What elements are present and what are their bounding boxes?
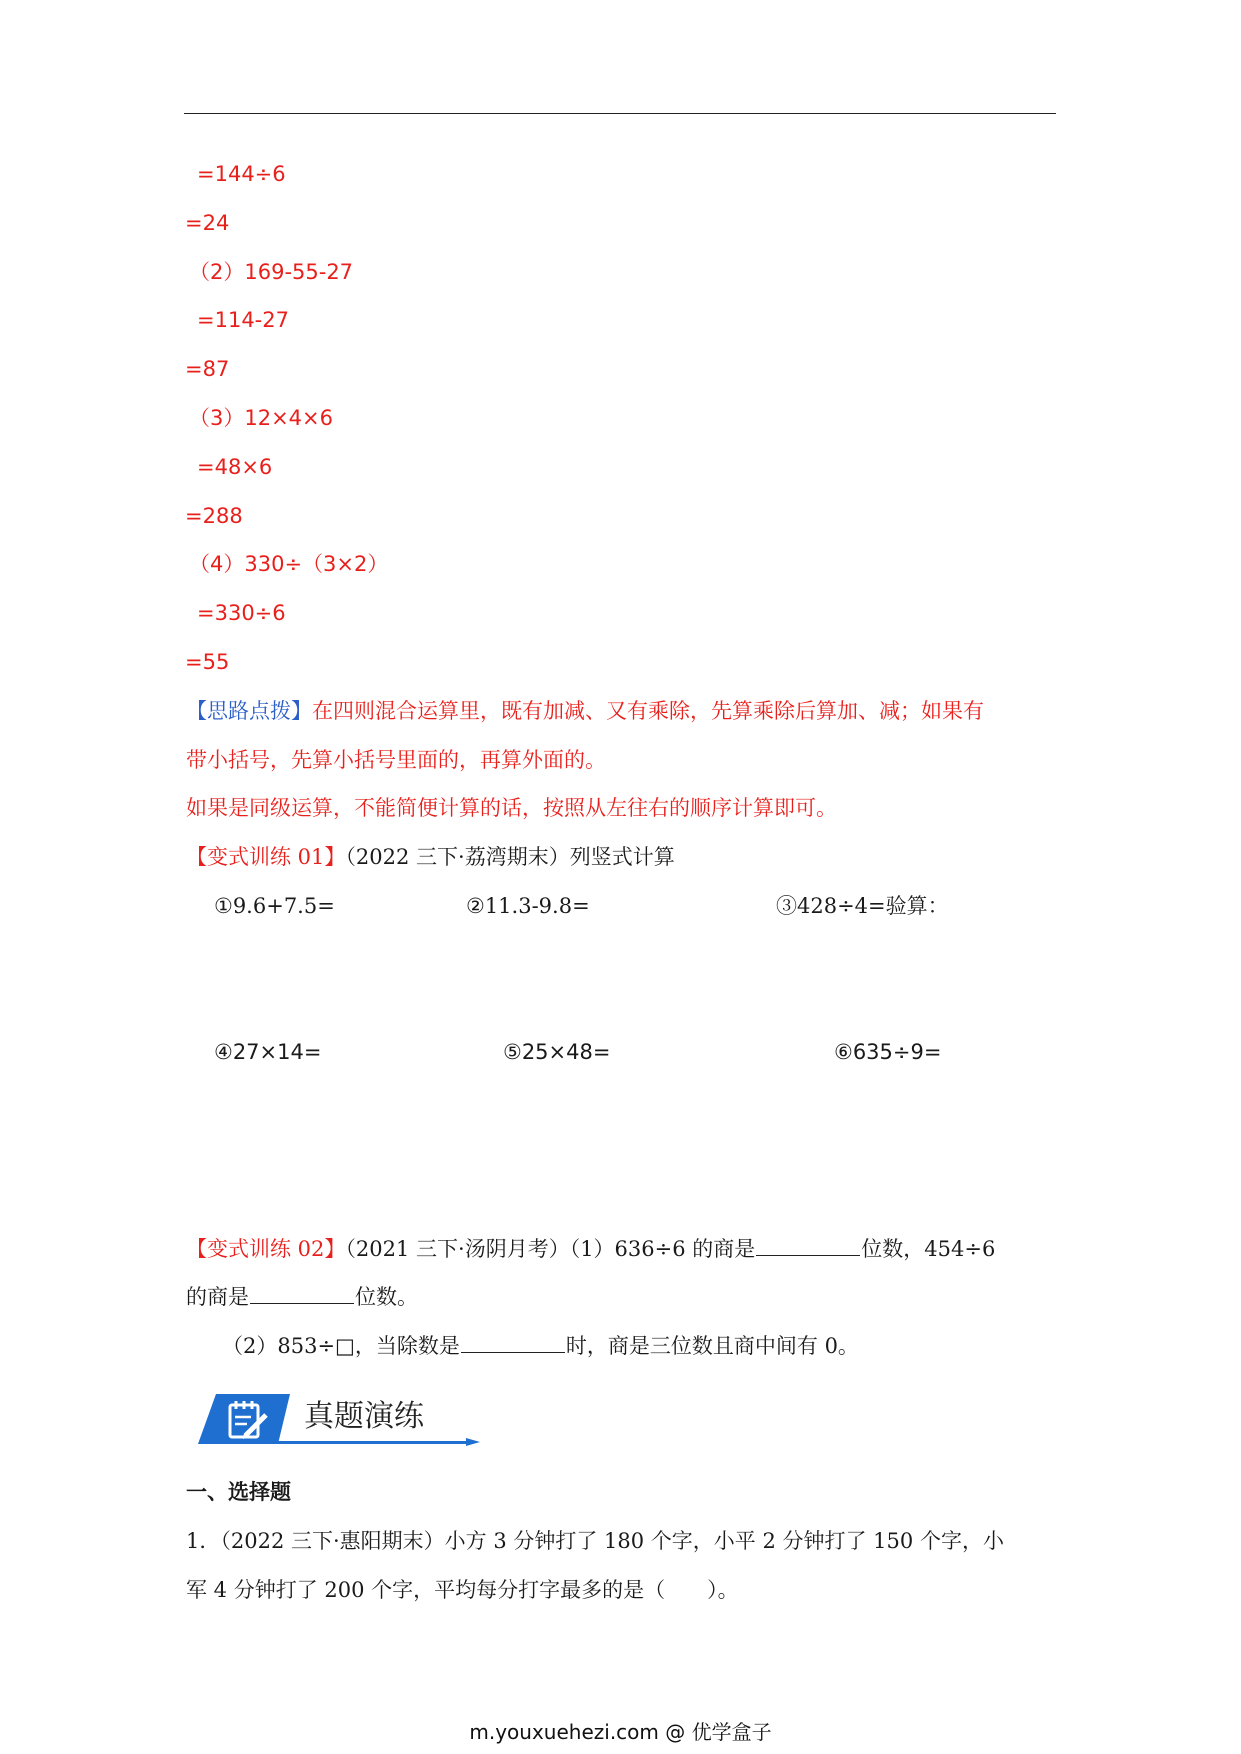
- exercise-2-line-1: [186, 1235, 995, 1262]
- solution-line: =288: [185, 504, 243, 528]
- header-rule: [184, 113, 1056, 114]
- exercise-2-line-3: [222, 1332, 859, 1359]
- exercise-1-item: ③428÷4=验算：: [776, 894, 949, 918]
- section-banner-title: 真题演练: [304, 1399, 424, 1434]
- tip-text: 带小括号，先算小括号里面的，再算外面的。: [186, 748, 606, 772]
- exercise-2-text: 的商是: [186, 1285, 249, 1309]
- question-1-text: 1．（2022 三下·惠阳期末）小方 3 分钟打了 180 个字，小平 2 分钟打了 150 个字，小: [186, 1529, 1004, 1553]
- exercise-2-line-2: [186, 1283, 418, 1310]
- exercise-1-item: ⑤25×48=: [503, 1040, 611, 1064]
- exercise-2-text: 时，商是三位数且商中间有 0。: [565, 1334, 859, 1358]
- section-heading: 一、选择题: [186, 1479, 291, 1504]
- exercise-1-item: ①9.6+7.5=: [214, 894, 335, 918]
- exercise-1-title: [186, 844, 675, 870]
- solution-line: （4）330÷（3×2）: [189, 552, 389, 576]
- solution-line: （2）169-55-27: [189, 260, 354, 284]
- tip-paragraph: [186, 698, 984, 724]
- exercise-2-label: 【变式训练 02】: [186, 1237, 346, 1261]
- solution-line: =55: [185, 650, 230, 674]
- exercise-2-text: （2）853÷□，当除数是: [222, 1334, 460, 1358]
- answer-blank[interactable]: [250, 1283, 354, 1304]
- exercise-1-item: ②11.3-9.8=: [466, 894, 590, 918]
- tip-text: 在四则混合运算里，既有加减、又有乘除，先算乘除后算加、减；如果有: [312, 699, 984, 723]
- solution-line: =48×6: [197, 455, 273, 479]
- exercise-2-text: 位数，454÷6: [861, 1237, 996, 1261]
- exercise-1-label: 【变式训练 01】: [186, 845, 346, 869]
- solution-line: =330÷6: [197, 601, 286, 625]
- solution-line: （3）12×4×6: [189, 406, 333, 430]
- solution-line: =87: [185, 357, 230, 381]
- footer-watermark: m.youxuehezi.com @ 优学盒子: [469, 1720, 772, 1744]
- notepad-pencil-icon: [226, 1399, 270, 1441]
- solution-line: =24: [185, 211, 230, 235]
- question-1-text: 军 4 分钟打了 200 个字，平均每分打字最多的是（ ）。: [186, 1578, 739, 1602]
- answer-blank[interactable]: [461, 1332, 565, 1353]
- solution-line: =114-27: [197, 308, 289, 332]
- exercise-1-item: ⑥635÷9=: [834, 1040, 942, 1064]
- exercise-1-source: （2022 三下·荔湾期末）列竖式计算: [345, 845, 675, 869]
- exercise-1-item: ④27×14=: [214, 1040, 322, 1064]
- solution-line: =144÷6: [197, 162, 286, 186]
- exercise-2-text: 位数。: [355, 1285, 418, 1309]
- answer-blank[interactable]: [756, 1235, 860, 1256]
- tip-text: 如果是同级运算，不能简便计算的话，按照从左往右的顺序计算即可。: [186, 796, 837, 820]
- exercise-2-text: （2021 三下·汤阴月考）（1）636÷6 的商是: [345, 1237, 756, 1261]
- tip-label: 【思路点拨】: [186, 699, 312, 723]
